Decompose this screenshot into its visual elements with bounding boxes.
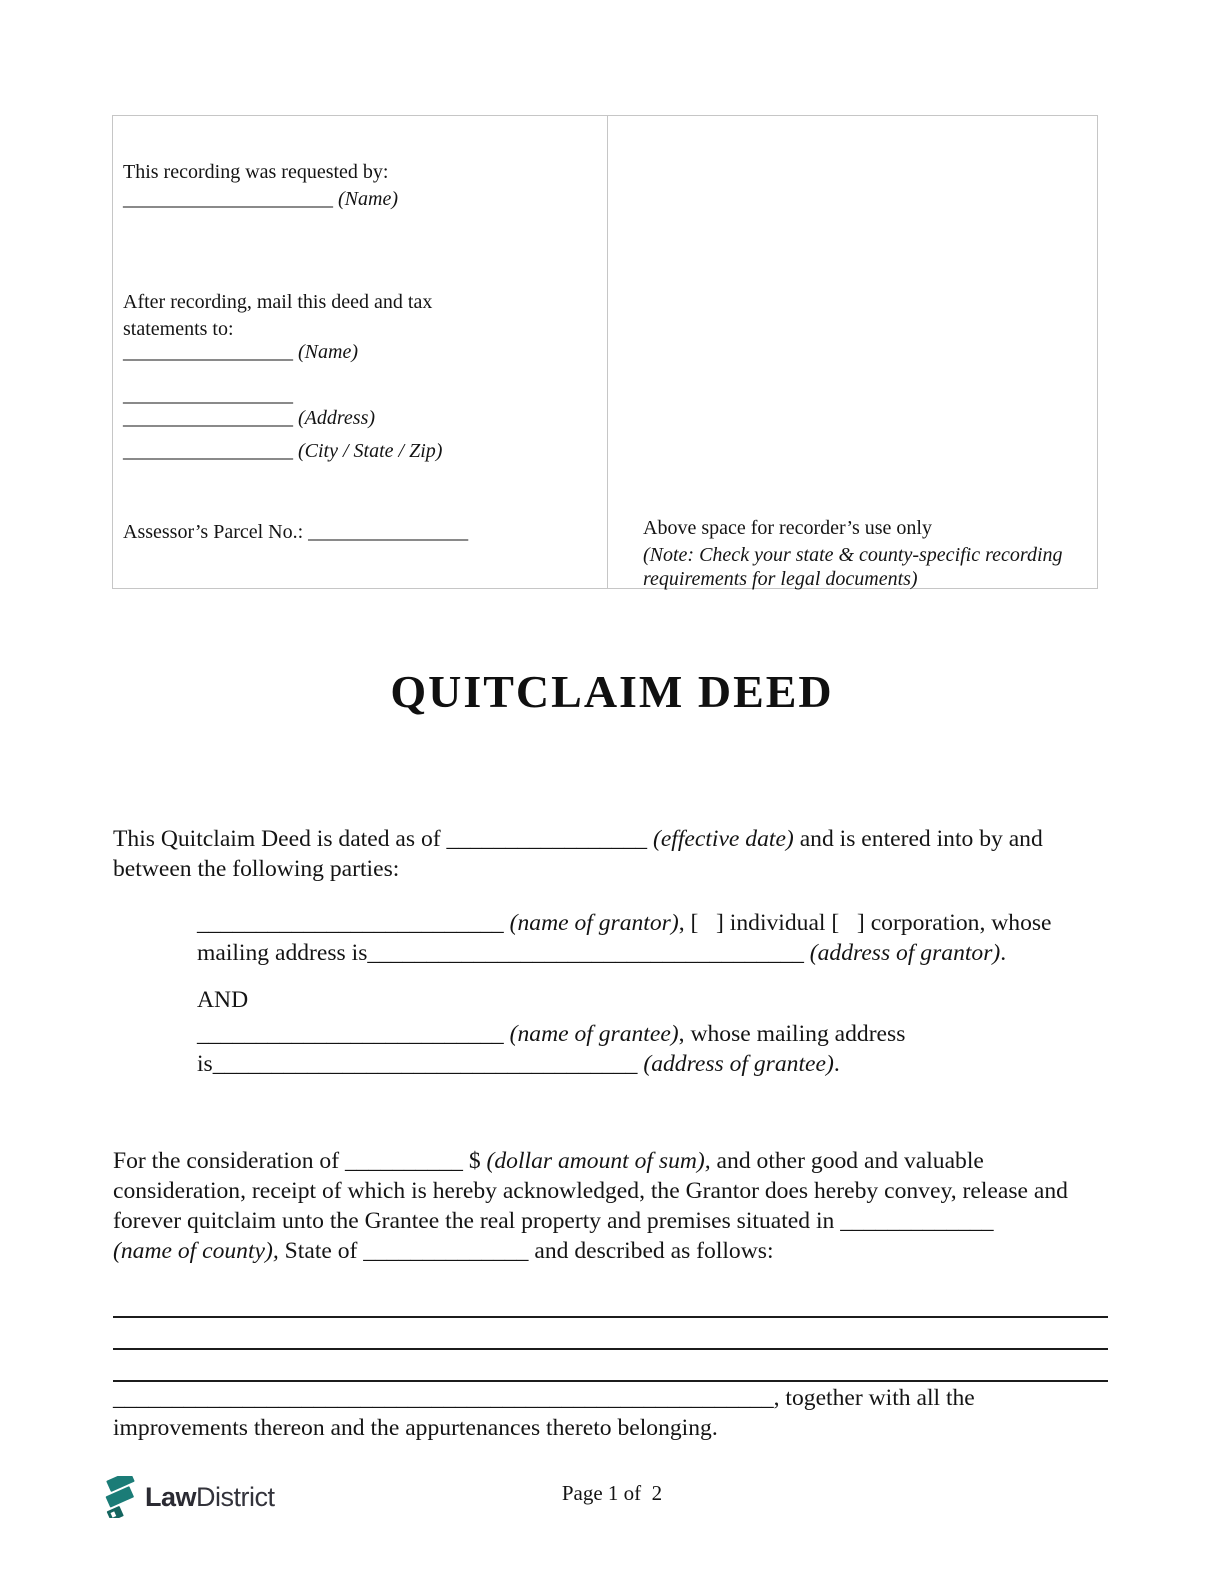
grantee-address-hint: (address of grantee) <box>643 1051 834 1077</box>
lawdistrict-logo-icon <box>102 1476 142 1518</box>
mail-address-extra-blank: _________________ <box>123 384 293 406</box>
mail-to-label-line1: After recording, mail this deed and tax <box>123 291 433 313</box>
effective-date-blank: _________________ <box>446 826 653 852</box>
grantee-name-blank: __________________________ <box>197 1021 510 1047</box>
intro-line2: between the following parties: <box>113 856 400 882</box>
recorder-note-line1: Above space for recorder’s use only <box>643 517 932 539</box>
and-separator <box>197 985 248 1015</box>
state-blank: ______________ <box>363 1238 529 1264</box>
lawdistrict-logo <box>102 1476 275 1518</box>
page-number: Page 1 of 2 <box>561 1481 663 1505</box>
county-hint: (name of county), <box>113 1238 279 1264</box>
description-rule-1 <box>113 1316 1108 1318</box>
consideration-text-d: and described as follows: <box>528 1238 774 1264</box>
description-blank: ________________________________________________________ <box>113 1385 774 1411</box>
recorder-use-section <box>607 116 1097 588</box>
parcel-number-label: Assessor’s Parcel No.: <box>123 521 309 543</box>
mail-name-blank: _________________ <box>123 341 298 363</box>
grantor-name-hint: (name of grantor) <box>509 910 679 936</box>
grantor-address-label: mailing address is <box>197 940 368 966</box>
grantee-name-hint: (name of grantee) <box>509 1021 679 1047</box>
mail-address-line <box>123 405 375 432</box>
amount-hint: (dollar amount of sum), <box>486 1148 711 1174</box>
state-of-label: State of <box>278 1238 364 1264</box>
requested-by-label: This recording was requested by: <box>123 161 389 183</box>
consideration-line4 <box>113 1236 1068 1266</box>
and-label: AND <box>197 987 249 1013</box>
parcel-number-line <box>123 519 468 546</box>
closing-paragraph <box>113 1383 975 1443</box>
consideration-line1 <box>113 1146 1068 1176</box>
consideration-text-b: and other good and valuable <box>710 1148 984 1174</box>
recording-request-section <box>113 116 607 588</box>
dollar-sign: $ <box>462 1148 487 1174</box>
consideration-text-c: forever quitclaim unto the Grantee the real property and premises situated in <box>113 1208 841 1234</box>
intro-paragraph <box>113 824 1043 884</box>
intro-text-b: and is entered into by and <box>793 826 1043 852</box>
intro-text-a: This Quitclaim Deed is dated as of <box>113 826 447 852</box>
grantor-address-blank: _____________________________________ <box>367 940 810 966</box>
description-rule-2 <box>113 1348 1108 1350</box>
recorder-info-box <box>112 115 1098 589</box>
consideration-line2: consideration, receipt of which is hereby acknowledged, the Grantor does hereby convey, release and <box>113 1178 1068 1204</box>
effective-date-hint: (effective date) <box>652 826 794 852</box>
grantor-name-blank: __________________________ <box>197 910 510 936</box>
lawdistrict-wordmark <box>145 1482 275 1513</box>
closing-line2: improvements thereon and the appurtenances thereto belonging. <box>113 1415 718 1441</box>
document-title: QUITCLAIM DEED <box>390 666 834 717</box>
grantee-block <box>197 1019 905 1079</box>
grantee-line1-text: , whose mailing address <box>678 1021 906 1047</box>
brand-district: District <box>196 1481 275 1512</box>
closing-line1 <box>113 1383 975 1413</box>
county-blank: _____________ <box>840 1208 994 1234</box>
requested-by-line <box>123 186 398 213</box>
grantee-line1 <box>197 1019 905 1049</box>
mail-to-label-line2: statements to: <box>123 318 234 340</box>
parcel-number-blank: ________________ <box>308 521 469 543</box>
grantee-line2 <box>197 1049 905 1079</box>
mail-city-state-zip-line <box>123 438 442 465</box>
requested-by-hint: (Name) <box>338 188 398 210</box>
recorder-note-line2: (Note: Check your state & county-specific recording <box>643 544 1063 566</box>
brand-law: Law <box>145 1481 197 1512</box>
grantor-block <box>197 908 1052 968</box>
grantor-line1 <box>197 908 1052 938</box>
amount-blank: __________ <box>344 1148 463 1174</box>
mail-city-state-zip-hint: (City / State / Zip) <box>298 440 443 462</box>
mail-address-blank: _________________ <box>123 407 298 429</box>
grantee-address-blank: ____________________________________ <box>212 1051 644 1077</box>
intro-line1 <box>113 824 1043 854</box>
description-rule-3 <box>113 1380 1108 1382</box>
grantor-line2-period: . <box>1000 940 1007 966</box>
consideration-text-a: For the consideration of <box>113 1148 345 1174</box>
mail-city-state-zip-blank: _________________ <box>123 440 298 462</box>
mail-address-hint: (Address) <box>298 407 376 429</box>
mail-name-hint: (Name) <box>298 341 358 363</box>
consideration-paragraph <box>113 1146 1068 1266</box>
together-with-text: , together with all the <box>773 1385 975 1411</box>
mail-name-line <box>123 339 358 366</box>
requested-by-blank: _____________________ <box>123 188 338 210</box>
grantor-line2 <box>197 938 1052 968</box>
grantee-line2-period: . <box>833 1051 840 1077</box>
grantor-address-hint: (address of grantor) <box>809 940 1001 966</box>
recorder-note-line3: requirements for legal documents) <box>643 568 918 590</box>
grantor-type-checkboxes: , [ ] individual [ ] corporation, whose <box>678 910 1052 936</box>
grantee-address-label: is <box>197 1051 213 1077</box>
consideration-line3 <box>113 1206 1068 1236</box>
